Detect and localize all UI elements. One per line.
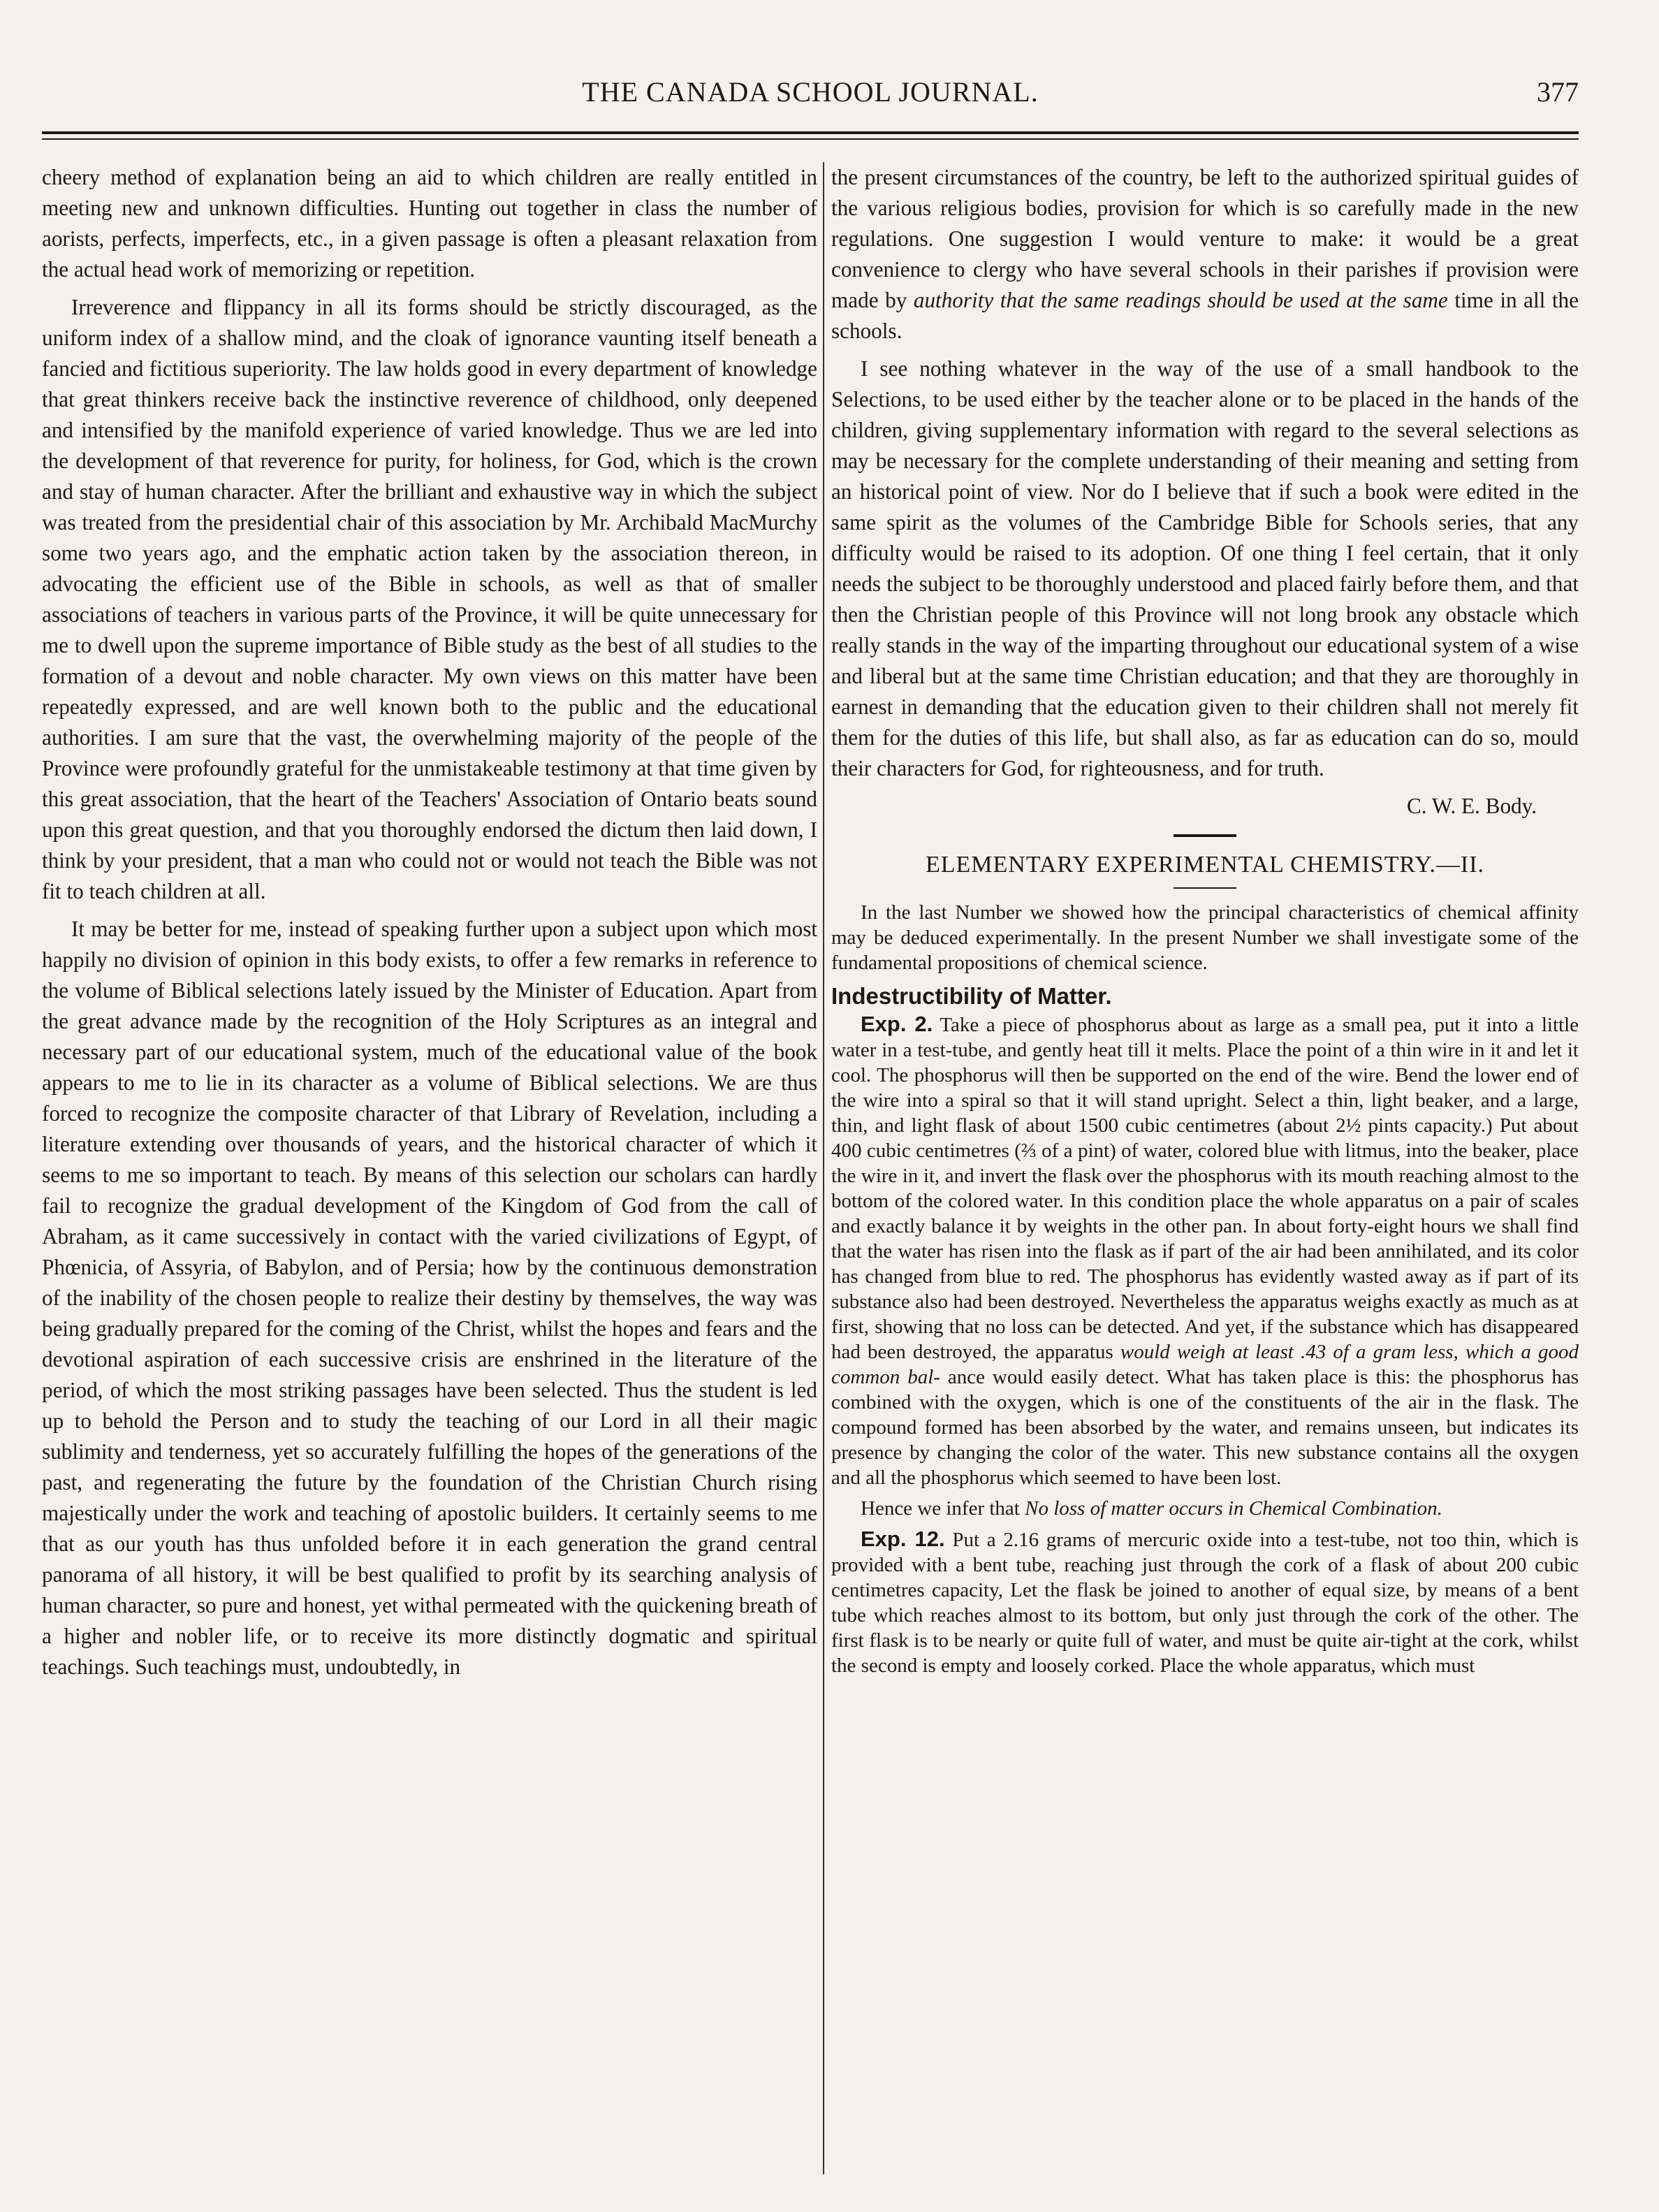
left-paragraph-2: Irreverence and flippancy in all its forms should be strictly discouraged, as the uniform index of a shallow mind, and the cloak of ignorance vaunting itself beneath a fancied and fictitious superiority. The law holds good in every department of knowledge that great thinkers receive back the instinctive reverence of childhood, only deepened and intensified by the manifold experience of varied knowledge. Thus we are led into the development of that reverence for purity, for holiness, for God, which is the crown and stay of human character. After the brilliant and exhaustive way in which the subject was treated from the presidential chair of this association by Mr. Archibald MacMurchy some two years ago, and the emphatic action taken by the association thereon, in advocating the efficient use of the Bible in schools, as well as that of smaller associations of teachers in various parts of the Province, it will be quite unnecessary for me to dwell upon the supreme importance of Bible study as the best of all studies to the formation of a devout and noble character. My own views on this matter have been repeatedly expressed, and are well known both to the public and the educational authorities. I am sure that the vast, the overwhelming majority of the people of the Province were profoundly grateful for the unmistakeable testimony at that time given by this great association, that the heart of the Teachers' Association of Ontario beats sound upon this great question, and that you thoroughly endorsed the dictum then laid down, I think by your president, that a man who could not or would not teach the Bible was not fit to teach children at all. xyxy=(42,295,817,903)
right-paragraph-1-end: time in all the schools. xyxy=(831,288,1579,343)
left-column xyxy=(42,162,817,1689)
left-paragraph-1: cheery method of explanation being an aid to which children are really entitled in meeting new and unknown difficulties. Hunting out together in class the number of aorists, perfects, imperfects, etc., in a given passage is often a pleasant relaxation from the actual head work of memorizing or repetition. xyxy=(42,165,817,282)
experiment-12-text: Put a 2.16 grams of mercuric oxide into a test-tube, not too thin, which is provided with a bent tube, reaching just through the cork of a flask of about 200 cubic centimetres capacity, Let the flask be joined to another of equal size, by means of a bent tube which reaches almost to its bottom, but only just through the cork of the other. The first flask is to be nearly or quite full of water, and must be quite air-tight at the cork, whilst the second is empty and loosely corked. Place the whole apparatus, which must xyxy=(831,1529,1579,1677)
right-column xyxy=(831,162,1579,1684)
right-paragraph-2: I see nothing whatever in the way of the use of a small handbook to the Selections, to be used either by the teacher alone or to be placed in the hands of the children, giving supplementary information with regard to the several selections as may be necessary for the complete understanding of their meaning and setting from an historical point of view. Nor do I believe that if such a book were edited in the same spirit as the volumes of the Cambridge Bible for Schools series, that any difficulty would be raised to its adoption. Of one thing I feel certain, that it only needs the subject to be thoroughly understood and placed fairly before them, and that then the Christian people of this Province will not long brook any obstacle which really stands in the way of the imparting throughout our educational system of a wise and liberal but at the same time Christian education; and that they are thoroughly in earnest in demanding that the education given to their children shall not merely fit them for the duties of this life, but shall also, as far as education can do so, mould their characters for God, for righteousness, and for truth. xyxy=(831,356,1579,780)
experiment-12-label: Exp. 12. xyxy=(861,1527,945,1551)
inference xyxy=(831,1496,1579,1521)
inference-lead: Hence we infer that xyxy=(861,1497,1025,1520)
experiment-2-italic: would weigh at least .43 of a gram less, which a good common bal- xyxy=(831,1341,1579,1388)
experiment-2 xyxy=(831,1012,1579,1490)
column-divider xyxy=(823,162,824,2174)
right-paragraph-1 xyxy=(831,162,1579,347)
article-title: ELEMENTARY EXPERIMENTAL CHEMISTRY.—II. xyxy=(925,852,1485,878)
header-rule-thin xyxy=(42,138,1579,140)
left-paragraph-3: It may be better for me, instead of speaking further upon a subject upon which most happily no division of opinion in this body exists, to offer a few remarks in reference to the volume of Biblical selections lately issued by the Minister of Education. Apart from the great advance made by the recognition of the Holy Scriptures as an integral and necessary part of our educational system, much of the educational value of the book appears to me to lie in its character as a volume of Biblical selections. We are thus forced to recognize the composite character of that Library of Revelation, including a literature extending over thousands of years, and the historical character of which it seems to me so important to teach. By means of this selection our scholars can hardly fail to recognize the gradual development of the Kingdom of God from the call of Abraham, as it came successively in contact with the varied civilizations of Egypt, of Phœnicia, of Assyria, of Babylon, and of Persia; how by the continuous demonstration of the inability of the chosen people to realize their destiny by themselves, the way was being gradually prepared for the coming of the Christ, whilst the hopes and fears and the devotional aspiration of each successive crisis are enshrined in the literature of the period, of which the most striking passages have been selected. Thus the student is led up to behold the Person and to study the teaching of our Lord in all their magic sublimity and tenderness, yet so accurately fulfilling the hopes of the generations of the past, and regenerating the future by the foundation of the Christian Church rising majestically under the work and teaching of apostolic builders. It certainly seems to me that as our youth has thus unfolded before it in each generation the grand central panorama of all history, it will be best qualified to profit by its searching analysis of human character, so pure and honest, yet withal permeated with the quickening breath of a higher and nobler life, or to receive its more distinctly dogmatic and spiritual teachings. Such teachings must, undoubtedly, in xyxy=(42,917,817,1679)
author-signature: C. W. E. Body. xyxy=(1407,794,1537,818)
experiment-2-text: Take a piece of phosphorus about as large as a small pea, put it into a little water in a test-tube, and gently heat till it melts. Place the point of a thin wire in it and let it cool. The phosphorus will then be supported on the end of the wire. Bend the lower end of the wire into a spiral so that it will stand upright. Select a thin, light beaker, and a large, thin, and light flask of about 1500 cubic centimetres (about 2½ pints capacity.) Put about 400 cubic centimetres (⅔ of a pint) of water, colored blue with litmus, into the beaker, place the wire in it, and invert the flask over the phosphorus with its mouth reaching almost to the bottom of the colored water. In this condition place the whole apparatus on a pair of scales and exactly balance it by weights in the other pan. In about forty-eight hours we shall find that the water has risen into the flask as if part of the air had been annihilated, and its color has changed from blue to red. The phosphorus has evidently wasted away as if part of its substance also had been destroyed. Nevertheless the apparatus weighs exactly as much as at first, showing that no loss can be detected. And yet, if the substance which has disappeared had been destroyed, the apparatus xyxy=(831,1014,1579,1363)
experiment-2-label: Exp. 2. xyxy=(861,1012,933,1036)
right-paragraph-1-italic: authority that the same readings should be used at the same xyxy=(913,288,1448,312)
page-number: 377 xyxy=(1537,76,1579,108)
title-separator xyxy=(1174,887,1236,889)
article-intro: In the last Number we showed how the principal characteristics of chemical affinity may be deduced experimentally. In the present Number we shall investigate some of the fundamental propositions of chemical science. xyxy=(831,901,1579,974)
header-rule-thick xyxy=(42,131,1579,134)
chemistry-article-body xyxy=(831,900,1579,1678)
section-subhead: Indestructibility of Matter. xyxy=(831,983,1112,1009)
experiment-12 xyxy=(831,1527,1579,1678)
inference-italic: No loss of matter occurs in Chemical Combination. xyxy=(1025,1497,1442,1520)
journal-title: THE CANADA SCHOOL JOURNAL. xyxy=(582,76,1039,108)
experiment-2-text-end: ance would easily detect. What has taken place is this: the phosphorus has combined with the oxygen, which is one of the constituents of the air in the flask. The compound formed has been absorbed by the water, and remains unseen, but indicates its presence by changing the color of the water. This new substance contains all the oxygen and all the phosphorus which seemed to have been lost. xyxy=(831,1366,1579,1489)
right-paragraph-1-text: the present circumstances of the country, be left to the authorized spiritual guides of the various religious bodies, provision for which is so carefully made in the new regulations. One suggestion I would venture to make: it would be a great convenience to clergy who have several schools in their parishes if provision were made by xyxy=(831,165,1579,312)
page-header xyxy=(42,75,1579,124)
section-separator xyxy=(1174,834,1236,837)
